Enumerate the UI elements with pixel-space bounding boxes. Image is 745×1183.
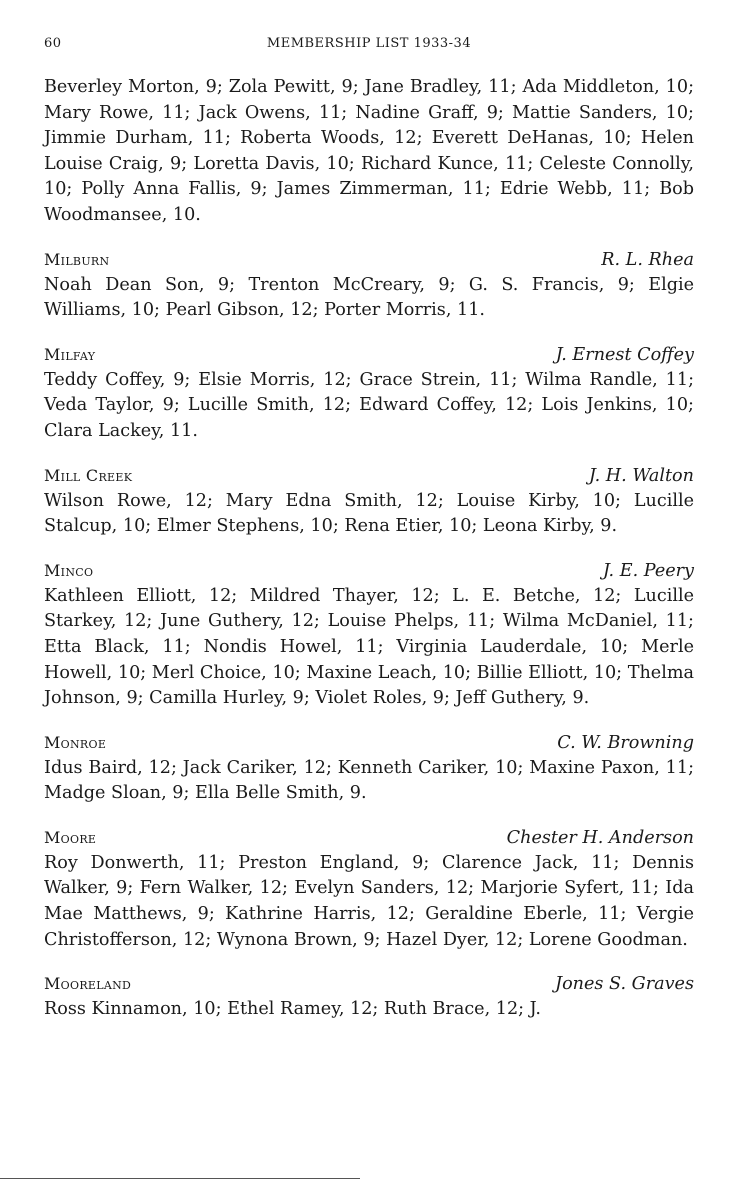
intro-member-list: Beverley Morton, 9; Zola Pewitt, 9; Jane Bradley, 11; Ada Middleton, 10; Mary Rowe, 11; Jack Owens, 11; Nadine Graff, 9; Mattie Sanders, 10; Jimmie Durham, 11; Roberta Woods, 12; Everett DeHanas, 10; Helen Louise Craig, 9; Loretta Davis, 10; Richard Kunce, 11; Celeste Connolly, 10; Polly Anna Fallis, 9; James Zimmerman, 11; Edrie Webb, 11; Bob Woodmansee, 10. (44, 77, 694, 225)
school-entry-mill-creek (44, 463, 694, 540)
sponsor-name: Chester H. Anderson (506, 827, 694, 848)
school-entry-milburn (44, 247, 694, 324)
entry-heading (44, 558, 694, 584)
member-list: Ross Kinnamon, 10; Ethel Ramey, 12; Ruth Brace, 12; J. (44, 999, 541, 1020)
sponsor-name: J. E. Peery (602, 560, 694, 581)
member-list: Roy Donwerth, 11; Preston England, 9; Clarence Jack, 11; Dennis Walker, 9; Fern Walker, 12; Evelyn Sanders, 12; Marjorie Syfert, 11; Ida Mae Matthews, 9; Kathrine Harris, 12; Geraldine Eberle, 11; Vergie Christofferson, 12; Wynona Brown, 9; Hazel Dyer, 12; Lorene Goodman. (44, 852, 694, 950)
entry-heading (44, 463, 694, 489)
member-list: Teddy Coffey, 9; Elsie Morris, 12; Grace Strein, 11; Wilma Randle, 11; Veda Taylor, 9; Lucille Smith, 12; Edward Coffey, 12; Lois Jenkins, 10; Clara Lackey, 11. (44, 369, 694, 441)
sponsor-name: C. W. Browning (557, 732, 694, 753)
bottom-rule (0, 1178, 360, 1179)
school-name: Minco (44, 560, 94, 580)
school-name: Monroe (44, 732, 107, 752)
school-name: Milburn (44, 249, 110, 269)
entry-heading (44, 971, 694, 997)
page-number: 60 (44, 36, 62, 51)
school-name: Mooreland (44, 974, 132, 994)
school-entry-mooreland (44, 971, 694, 1023)
sponsor-name: R. L. Rhea (601, 249, 694, 270)
sponsor-name: J. H. Walton (588, 465, 694, 486)
entry-heading (44, 730, 694, 756)
entry-heading (44, 342, 694, 368)
school-entry-moore (44, 825, 694, 953)
member-list: Idus Baird, 12; Jack Cariker, 12; Kenneth Cariker, 10; Maxine Paxon, 11; Madge Sloan, 9; Ella Belle Smith, 9. (44, 757, 694, 804)
school-name: Mill Creek (44, 465, 133, 485)
member-list: Kathleen Elliott, 12; Mildred Thayer, 12; L. E. Betche, 12; Lucille Starkey, 12; June Guthery, 12; Louise Phelps, 11; Wilma McDaniel, 11; Etta Black, 11; Nondis Howel, 11; Virginia Lauderdale, 10; Merle Howell, 10; Merl Choice, 10; Maxine Leach, 10; Billie Elliott, 10; Thelma Johnson, 9; Camilla Hurley, 9; Violet Roles, 9; Jeff Guthery, 9. (44, 585, 694, 709)
school-entry-minco (44, 558, 694, 712)
entry-heading (44, 825, 694, 851)
running-head (44, 36, 694, 58)
school-entry-milfay (44, 342, 694, 445)
running-title: MEMBERSHIP LIST 1933-34 (266, 36, 472, 51)
page-content (44, 75, 694, 1023)
entry-heading (44, 247, 694, 273)
school-name: Moore (44, 827, 97, 847)
sponsor-name: J. Ernest Coffey (555, 344, 694, 365)
sponsor-name: Jones S. Graves (555, 974, 694, 995)
member-list: Noah Dean Son, 9; Trenton McCreary, 9; G. S. Francis, 9; Elgie Williams, 10; Pearl Gibson, 12; Porter Morris, 11. (44, 274, 694, 321)
school-name: Milfay (44, 344, 96, 364)
school-entry-monroe (44, 730, 694, 807)
member-list: Wilson Rowe, 12; Mary Edna Smith, 12; Louise Kirby, 10; Lucille Stalcup, 10; Elmer Stephens, 10; Rena Etier, 10; Leona Kirby, 9. (44, 490, 694, 537)
